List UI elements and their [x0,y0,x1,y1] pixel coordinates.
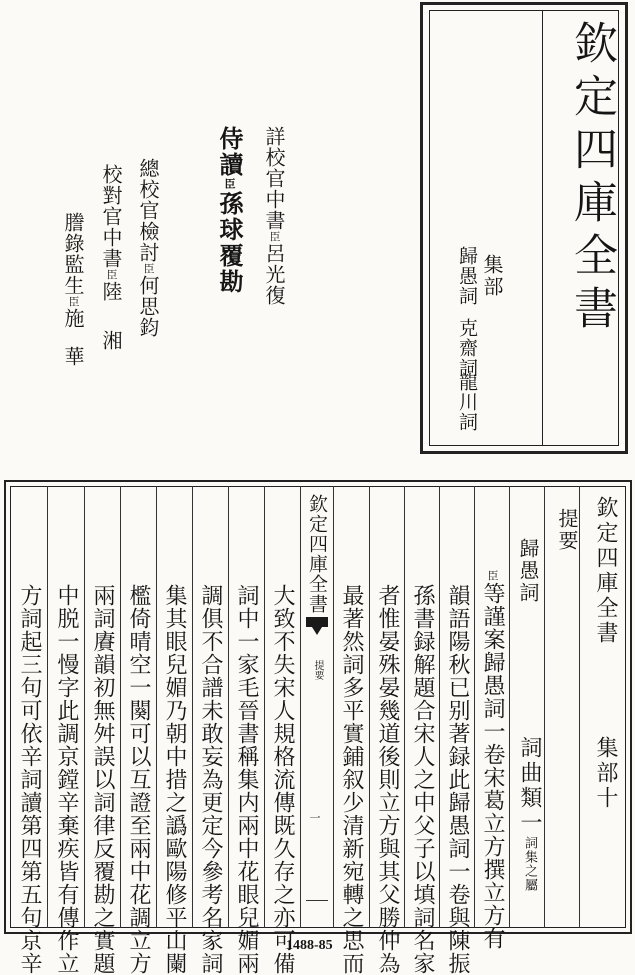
center-fold-page-number: 一 [308,812,321,823]
fish-tail-mark [306,617,328,627]
page-header-title: 欽定四庫全書 [593,496,618,646]
column-rule [192,486,193,928]
text-column-2: 韻語陽秋已别著録此歸愚詞一卷與陳振 [445,584,470,975]
credit-copyist: 謄錄監生臣施 [61,212,85,329]
text-column-8: 調俱不合譜未敢妄為更定今參考名家詞 [198,584,223,975]
page-header-volume: 集部十 [593,736,618,811]
book-title: 欽定四庫全書 [566,20,617,338]
text-column-13: 方詞起三句可依辛詞讀第四第五句京辛 [17,584,42,975]
page-footer-number: 1488-85 [286,938,333,953]
category-heading: 詞曲類一 [517,736,542,836]
column-rule [47,486,48,928]
text-column-6: 大致不失宋人規格流傳既久存之亦可備 [270,584,295,975]
column-rule [264,486,265,928]
credit-collator-name-end: 湘 [99,330,123,350]
credit-collator: 校對官中書臣陸 [99,164,123,302]
text-column-7: 詞中一家毛晉書稱集内兩中花眼兒媚兩 [234,584,259,975]
credit-detailed-proofreader: 詳校官中書臣呂光復 [262,126,286,306]
text-column-10: 檻倚晴空一闋可以互證至兩中花調立方 [126,584,151,975]
column-rule [228,486,229,928]
column-rule [439,486,440,928]
credit-chief-proofreader: 總校官檢討臣何思鈞 [136,158,160,338]
text-column-9: 集其眼兒媚乃朝中措之譌歐陽修平山闌 [162,584,187,975]
text-column-11: 兩詞賡韻初無舛誤以詞律反覆勘之實題 [90,584,115,975]
column-rule [404,486,405,928]
text-column-4: 者惟晏殊晏幾道後則立方與其父勝仲為 [375,584,400,975]
column-rule [509,486,510,928]
column-rule [369,486,370,928]
fish-tail-point [312,627,322,635]
work-title-2: 克齋詞 [456,318,478,378]
column-rule [544,486,545,928]
column-rule [84,486,85,928]
column-rule [120,486,121,928]
column-rule [579,486,580,928]
text-column-1: 臣等謹案歸愚詞一卷宋葛立方撰立方有 [480,570,505,950]
credit-reader-reviewer: 侍讀臣孫球覆勘 [215,126,244,295]
center-fold-lower-rule [306,900,328,907]
column-rule [156,486,157,928]
category-subheading: 詞集之屬 [522,836,537,892]
center-fold-title: 欽定四庫全書 [306,494,328,614]
section-heading: 提要 [555,508,579,552]
category-label: 集部 [480,254,504,298]
work-title: 歸愚詞 [516,538,540,604]
column-rule [474,486,475,928]
work-title-3: 龍川詞 [456,372,478,432]
credit-copyist-name-end: 華 [61,346,85,366]
center-fold-label: 提要 [312,660,323,680]
text-column-5: 最著然詞多平實鋪叙少清新宛轉之思而 [339,584,364,975]
title-slip-divider [542,10,543,446]
work-title-1: 歸愚詞 [456,246,478,306]
text-column-3: 孫書録解題合宋人之中父子以填詞名家 [410,584,435,975]
text-column-12: 中脱一慢字此調京鏜辛棄疾皆有傳作立 [54,584,79,975]
